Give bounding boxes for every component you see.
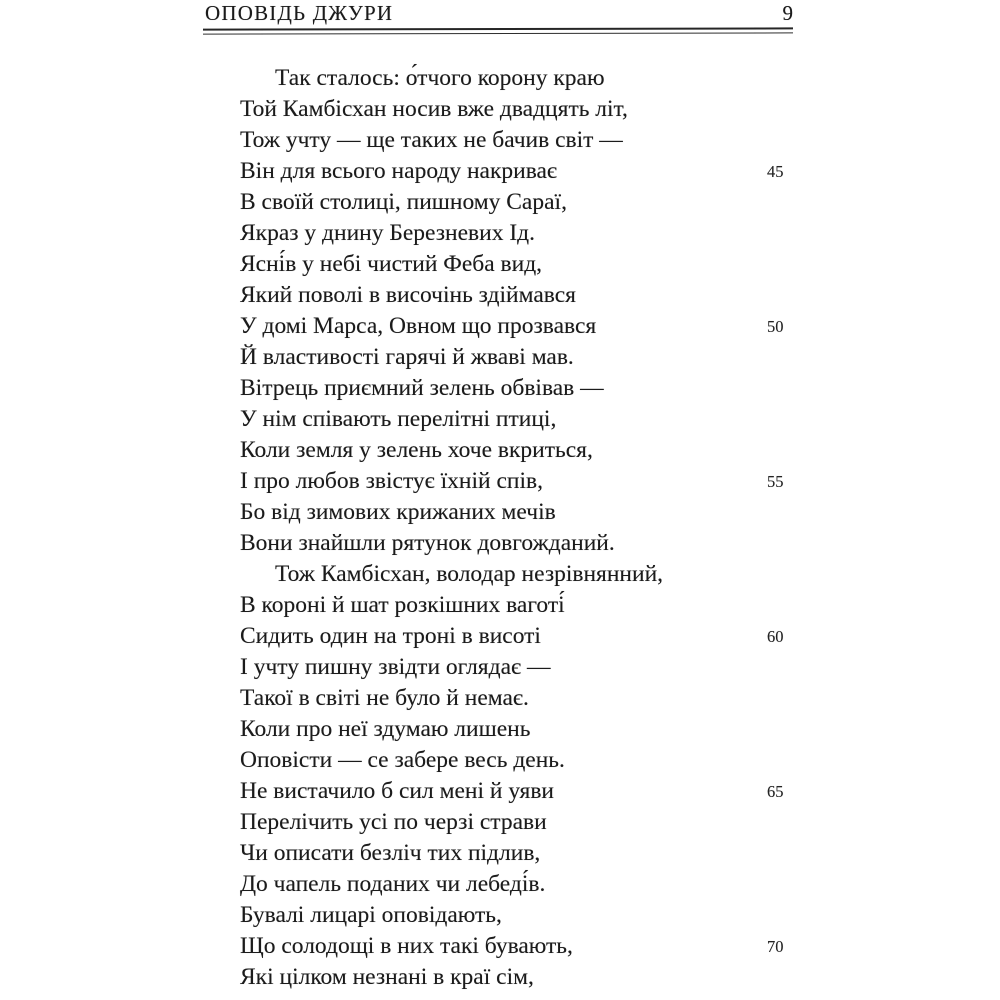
verse-number: 65 [767,782,784,801]
poem-line: До чапель поданих чи лебеді́в. [240,871,546,897]
poem-line: Бувалі лицарі оповідають, [240,902,502,928]
poem-line: Перелічить усі по черзі страви [240,809,547,835]
poem-line: Такої в світі не було й немає. [240,685,529,711]
poem-line: І про любов звістує їхній спів, 55 [0,466,1000,497]
poem-line: Не вистачило б сил мені й уяви 65 [0,776,1000,807]
page-header [205,1,793,26]
poem-line: Бо від зимових крижаних мечів [240,499,556,525]
poem-line: Тож учту — ще таких не бачив світ — [240,127,623,153]
poem-body [0,63,1000,993]
running-title: ОПОВІДЬ ДЖУРИ [205,1,394,25]
poem-line: В своїй столиці, пишному Сараї, [240,189,567,215]
poem-line: Які цілком незнані в краї сім, [240,964,534,990]
poem-line: Й властивості гарячі й жваві мав. [240,344,574,370]
verse-number: 45 [767,162,784,181]
poem-line: Тож Камбісхан, володар незрівнянний, [275,561,664,587]
verse-number: 70 [767,937,784,956]
poem-line: Вітрець приємний зелень обвівав — [240,375,604,401]
poem-line: Він для всього народу накриває 45 [0,156,1000,187]
poem-line: В короні й шат розкішних ваготі́ [240,592,565,618]
poem-line: Чи описати безліч тих підлив, [240,840,541,866]
poem-line: Той Камбісхан носив вже двадцять літ, [240,96,628,122]
verse-number: 60 [767,627,784,646]
verse-number: 55 [767,472,784,491]
page-number: 9 [782,1,793,25]
poem-line: Який поволі в височінь здіймався [240,282,576,308]
poem-line: Вони знайшли рятунок довгожданий. [240,530,615,556]
verse-number: 50 [767,317,784,336]
poem-line: Коли земля у зелень хоче вкриться, [240,437,593,463]
poem-line: Так сталось: о́тчого корону краю [275,65,605,91]
poem-line: Сидить один на троні в висоті 60 [0,621,1000,652]
poem-line: Якраз у днину Березневих Ід. [240,220,536,246]
poem-line: І учту пишну звідти оглядає — [240,654,551,680]
poem-line: Що солодощі в них такі бувають, 70 [0,931,1000,962]
poem-line: Ясні́в у небі чистий Феба вид, [240,251,543,277]
header-rule [203,27,793,34]
poem-line: Коли про неї здумаю лишень [240,716,531,742]
poem-line: У домі Марса, Овном що прозвався 50 [0,311,1000,342]
poem-line: У нім співають перелітні птиці, [240,406,557,432]
poem-line: Оповісти — се забере весь день. [240,747,565,773]
